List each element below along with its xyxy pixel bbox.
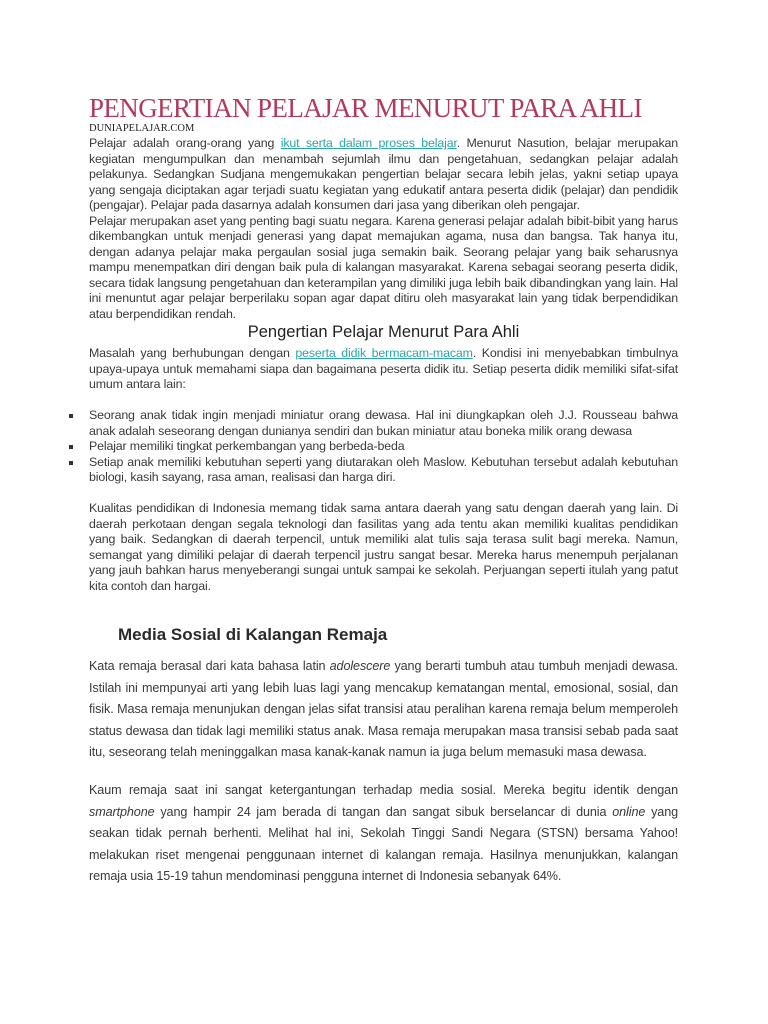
intro-paragraph-1 <box>89 136 678 214</box>
section2-paragraph-2 <box>89 780 678 888</box>
text-span: Masalah yang berhubungan dengan <box>89 346 296 360</box>
italic-term: adolescere <box>329 659 391 673</box>
link-peserta-didik[interactable]: peserta didik bermacam-macam <box>295 346 473 360</box>
list-item <box>65 439 678 455</box>
section2-paragraph-1 <box>89 656 678 764</box>
square-bullet-icon <box>69 445 73 449</box>
list-item-text: Pelajar memiliki tingkat perkembangan yang berbeda-beda <box>89 439 405 453</box>
text-span: yang hampir 24 jam berada di tangan dan sangat sibuk berselancar di dunia <box>154 804 613 819</box>
section1-paragraph-1 <box>89 346 678 393</box>
section1-quality <box>89 501 678 594</box>
text-span: yang seakan tidak pernah berhenti. Melihat hal ini, Sekolah Tinggi Sandi Negara (STSN) bersama Yahoo! melakukan riset mengenai penggunaan internet di kalangan remaja. Hasilnya menunjukkan, kalangan remaja usia 15-19 tahun mendominasi pengguna internet di Indonesia sebanyak 64%. <box>89 804 678 883</box>
list-item <box>65 408 678 439</box>
list-item-text: Setiap anak memiliki kebutuhan seperti yang diutarakan oleh Maslow. Kebutuhan tersebut adalah kebutuhan biologi, kasih sayang, rasa aman, realisasi dan harga diri. <box>89 454 678 484</box>
list-item <box>65 455 678 486</box>
list-item-text: Seorang anak tidak ingin menjadi miniatur orang dewasa. Hal ini diungkapkan oleh J.J. Rousseau bahwa anak adalah seseorang dengan dunianya sendiri dan bukan miniatur atau boneka milik orang dewasa <box>89 408 678 438</box>
document-title: PENGERTIAN PELAJAR MENURUT PARA AHLI <box>89 93 642 123</box>
section2-paragraph-2-container <box>89 780 678 888</box>
traits-list <box>65 408 678 486</box>
italic-term: smartphone <box>89 804 155 819</box>
text-span: . Menurut Nasution, belajar merupakan kegiatan mengumpulkan dan menambah sejumlah ilmu dan pengetahuan, sedangkan pelajar adalah pelakunya. Sedangkan Sudjana mengemukakan pengertian belajar secara lebih jelas, yakni setiap upaya yang sengaja diciptakan agar terjadi suatu kegiatan yang edukatif antara peserta didik (pelajar) dan pendidik (pengajar). Pelajar pada dasarnya adalah konsumen dari jasa yang diberikan oleh pengajar. <box>89 136 679 212</box>
source-label: DUNIAPELAJAR.COM <box>89 123 195 134</box>
text-span: Kata remaja berasal dari kata bahasa latin <box>89 659 330 673</box>
text-span: Kaum remaja saat ini sangat ketergantungan terhadap media sosial. Mereka begitu identik dengan <box>89 783 678 797</box>
intro-paragraph-2: Pelajar merupakan aset yang penting bagi suatu negara. Karena generasi pelajar adalah bibit-bibit yang harus dikembangkan untuk menjadi generasi yang dapat memajukan agama, nusa dan bangsa. Tak hanya itu, dengan adanya pelajar maka pergaulan sosial juga semakin baik. Seorang pelajar yang baik seharusnya mampu menempatkan diri dengan baik pula di kalangan masyarakat. Karena sebagai seorang peserta didik, secara tidak langsung pengetahuan dan keterampilan yang dimiliki juga lebih baik dibandingkan yang lain. Hal ini menuntut agar pelajar berperilaku sopan agar dapat ditiru oleh masyarakat lain yang tidak berpendidikan atau berpendidikan rendah. <box>89 213 678 321</box>
square-bullet-icon <box>69 461 73 465</box>
section2-paragraph-1-container <box>89 656 678 764</box>
text-span: Pelajar adalah orang-orang yang <box>89 136 281 150</box>
link-proses-belajar[interactable]: ikut serta dalam proses belajar <box>280 136 457 150</box>
section-heading-media-sosial: Media Sosial di Kalangan Remaja <box>118 625 388 644</box>
italic-term: online <box>612 804 646 819</box>
square-bullet-icon <box>69 414 73 418</box>
section-heading-pengertian: Pengertian Pelajar Menurut Para Ahli <box>247 323 520 341</box>
intro-section <box>89 136 678 322</box>
text-span: yang berarti tumbuh atau tumbuh menjadi dewasa. Istilah ini mempunyai arti yang lebih luas lagi yang mencakup kematangan mental, emosional, sosial, dan fisik. Masa remaja menunjukan dengan jelas sifat transisi atau peralihan karena remaja belum memperoleh status dewasa dan tidak lagi memiliki status anak. Masa remaja merupakan masa transisi sebab pada saat itu, seseorang telah meninggalkan masa kanak-kanak namun ia juga belum memasuki masa dewasa. <box>89 659 679 759</box>
text-span: . Kondisi ini menyebabkan timbulnya upaya-upaya untuk memahami siapa dan bagaimana peserta didik itu. Setiap peserta didik memiliki sifat-sifat umum antara lain: <box>89 346 678 391</box>
section1-intro <box>89 346 678 393</box>
section1-paragraph-2: Kualitas pendidikan di Indonesia memang tidak sama antara daerah yang satu dengan daerah yang lain. Di daerah perkotaan dengan segala teknologi dan fasilitas yang ada tentu akan memiliki kualitas pendidikan yang baik. Sedangkan di daerah terpencil, untuk memiliki alat tulis saja terasa sulit bagi mereka. Namun, semangat yang dimiliki pelajar di daerah terpencil justru sangat besar. Mereka harus menempuh perjalanan yang jauh bahkan harus menyeberangi sungai untuk sampai ke sekolah. Perjuangan seperti itulah yang patut kita contoh dan hargai. <box>89 501 678 593</box>
